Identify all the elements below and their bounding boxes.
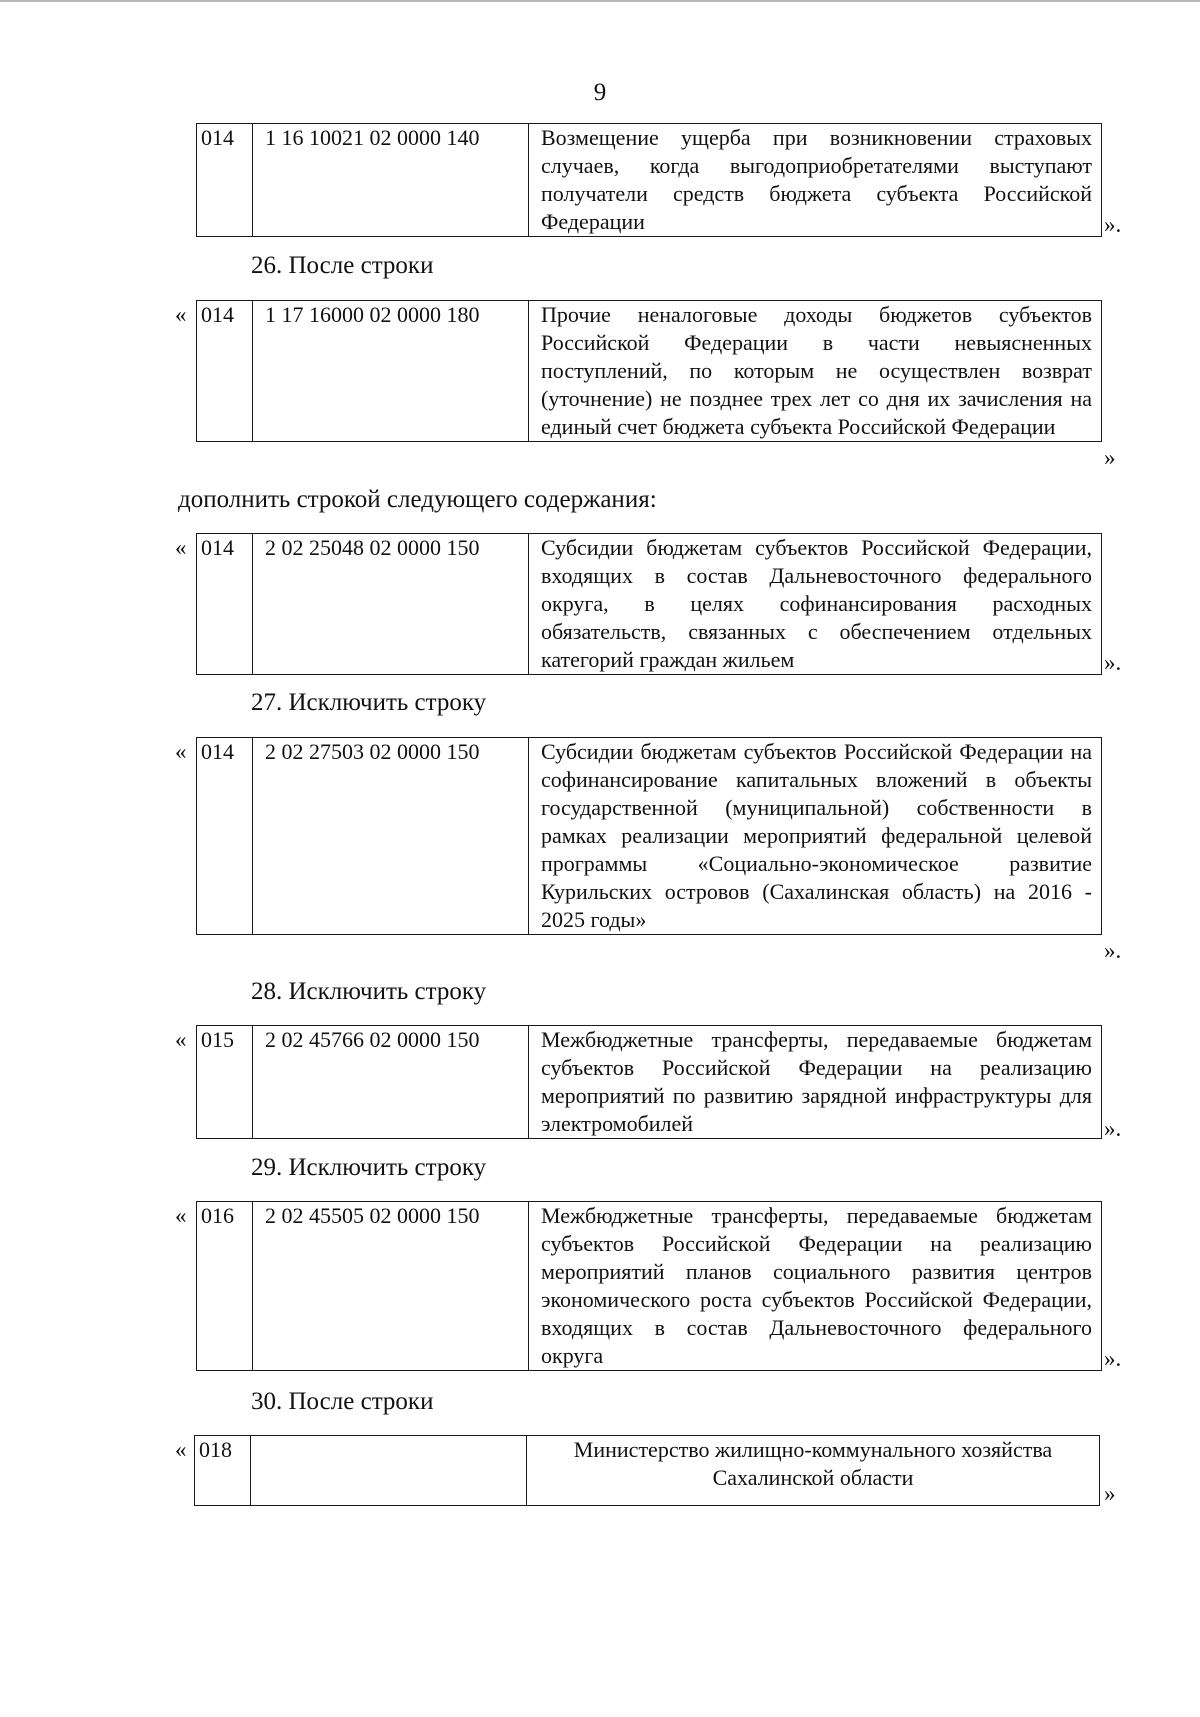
description-cell: Возмещение ущерба при возникновении страховых случаев, когда выгодоприобретателями выступают получатели средств бюджета субъекта Российской Федерации [529, 124, 1102, 237]
description-cell: Межбюджетные трансферты, передаваемые бюджетам субъектов Российской Федерации на реализацию мероприятий планов социального развития центров экономического роста субъектов Российской Федерации, входящих в состав Дальневосточного федерального округа [529, 1202, 1102, 1371]
closing-quote: ». [1104, 1116, 1122, 1141]
kbk-code-cell: 1 17 16000 02 0000 180 [253, 301, 529, 442]
opening-quote: « [175, 1437, 187, 1462]
table-row [197, 1026, 1102, 1139]
closing-quote: ». [1104, 212, 1122, 237]
instruction-28: 28. Исключить строку [251, 978, 487, 1005]
instruction-29: 29. Исключить строку [251, 1154, 487, 1181]
kbk-code-cell: 1 16 10021 02 0000 140 [253, 124, 529, 237]
kbk-code-cell: 2 02 45505 02 0000 150 [253, 1202, 529, 1371]
budget-code-table [196, 737, 1102, 935]
admin-code-cell: 014 [197, 124, 253, 237]
closing-quote: ». [1104, 1346, 1122, 1371]
closing-quote: » [1104, 1481, 1116, 1506]
table-row [197, 301, 1102, 442]
admin-code-cell: 014 [197, 738, 253, 935]
budget-code-table [194, 1435, 1100, 1506]
budget-code-table [196, 1025, 1102, 1139]
closing-quote: » [1104, 445, 1116, 470]
admin-code-cell: 015 [197, 1026, 253, 1139]
instruction-27: 27. Исключить строку [251, 689, 487, 716]
budget-code-table [196, 533, 1102, 675]
description-cell: Министерство жилищно-коммунального хозяйства Сахалинской области [527, 1436, 1100, 1506]
description-cell: Субсидии бюджетам субъектов Российской Федерации, входящих в состав Дальневосточного федерального округа, в целях софинансирования расходных обязательств, связанных с обеспечением отдельных категорий граждан жильем [529, 534, 1102, 675]
opening-quote: « [175, 739, 187, 764]
admin-code-cell: 014 [197, 534, 253, 675]
budget-code-table [196, 300, 1102, 442]
instruction-30: 30. После строки [251, 1388, 434, 1415]
budget-code-table [196, 123, 1102, 237]
table-row [197, 738, 1102, 935]
opening-quote: « [175, 302, 187, 327]
scan-top-edge [0, 0, 1200, 2]
table-row [197, 124, 1102, 237]
description-cell: Прочие неналоговые доходы бюджетов субъектов Российской Федерации в части невыясненных поступлений, по которым не осуществлен возврат (уточнение) не позднее трех лет со дня их зачисления на единый счет бюджета субъекта Российской Федерации [529, 301, 1102, 442]
opening-quote: « [175, 535, 187, 560]
kbk-code-cell: 2 02 27503 02 0000 150 [253, 738, 529, 935]
kbk-code-cell [251, 1436, 527, 1506]
budget-code-table [196, 1201, 1102, 1371]
admin-code-cell: 018 [195, 1436, 251, 1506]
closing-quote: ». [1104, 650, 1122, 675]
kbk-code-cell: 2 02 45766 02 0000 150 [253, 1026, 529, 1139]
opening-quote: « [175, 1027, 187, 1052]
table-row [197, 1202, 1102, 1371]
instruction-26: 26. После строки [251, 252, 434, 279]
admin-code-cell: 014 [197, 301, 253, 442]
description-cell: Субсидии бюджетам субъектов Российской Федерации на софинансирование капитальных вложений в объекты государственной (муниципальной) собственности в рамках реализации мероприятий федеральной целевой программы «Социально-экономическое развитие Курильских островов (Сахалинская область) на 2016 - 2025 годы» [529, 738, 1102, 935]
table-row [195, 1436, 1100, 1506]
opening-quote: « [175, 1203, 187, 1228]
kbk-code-cell: 2 02 25048 02 0000 150 [253, 534, 529, 675]
closing-quote: ». [1104, 938, 1122, 963]
description-cell: Межбюджетные трансферты, передаваемые бюджетам субъектов Российской Федерации на реализацию мероприятий по развитию зарядной инфраструктуры для электромобилей [529, 1026, 1102, 1139]
table-row [197, 534, 1102, 675]
page-number: 9 [593, 79, 607, 106]
admin-code-cell: 016 [197, 1202, 253, 1371]
instruction-append: дополнить строкой следующего содержания: [178, 486, 657, 513]
